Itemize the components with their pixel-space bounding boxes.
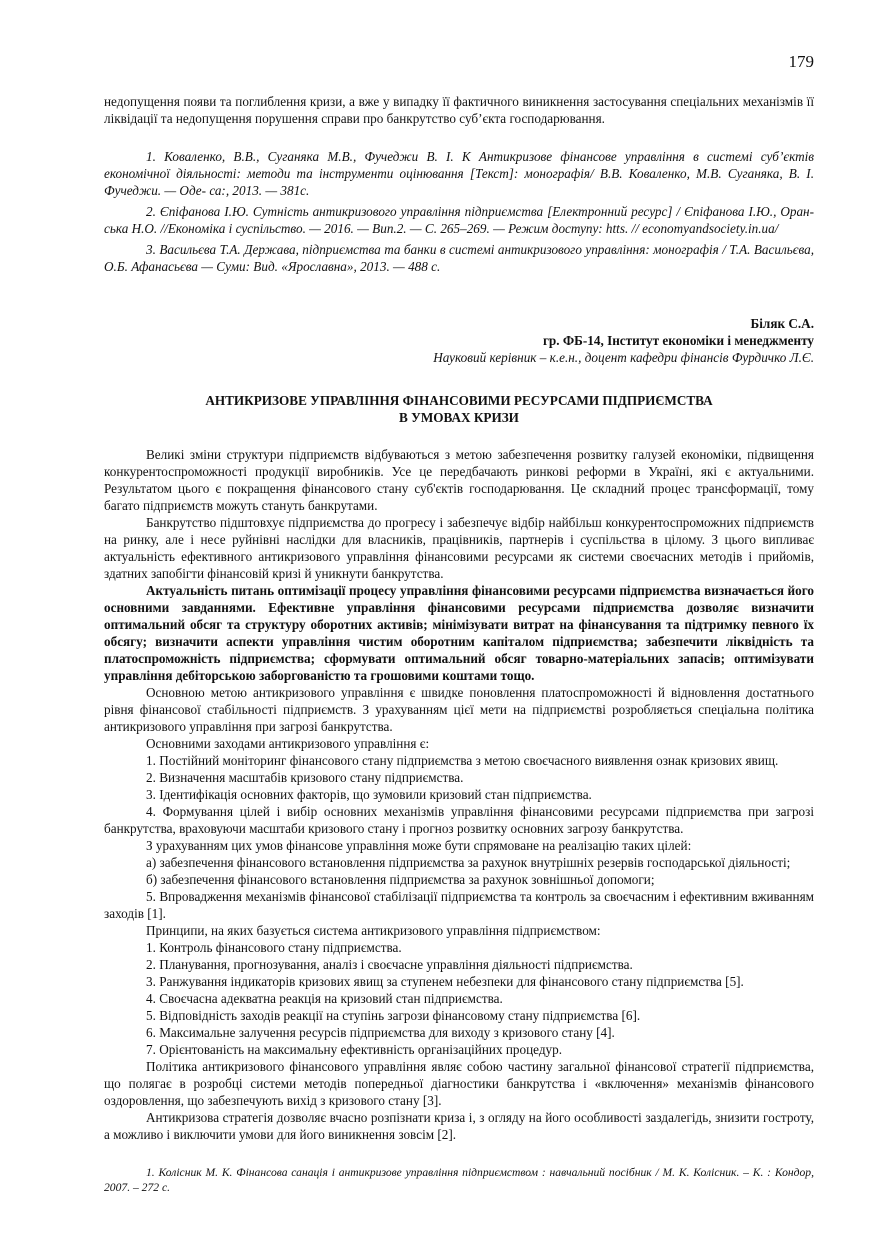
list-item: 5. Відповідність заходів реакції на ступінь загрози фінансовому стану підприємства [6]. <box>146 1008 641 1023</box>
reference-item: 3. Васильєва Т.А. Держава, підприємства та банки в системі антикризового управління: монографія / Т.А. Васильєва, О.Б. Афанасьєва — Суми: Вид. «Ярославна», 2013. — 488 с. <box>104 242 814 274</box>
page-number: 179 <box>788 52 814 71</box>
body-paragraph: З урахуванням цих умов фінансове управління може бути спрямоване на реалізацію таких цілей: <box>146 838 692 853</box>
author-block <box>104 315 814 366</box>
body-paragraph: Основною метою антикризового управління є швидке поновлення платоспроможності й відновлення достатнього рівня фінансової стабільності підприємств. З урахуванням цієї мети на підприємстві розробляється спеціальна політика антикризового управління при загрозі банкрутства. <box>104 685 814 734</box>
title-line: В УМОВАХ КРИЗИ <box>399 410 519 425</box>
list-item: 3. Ранжування індикаторів кризових явищ за ступенем небезпеки для фінансового стану підприємства [5]. <box>146 974 744 989</box>
body-paragraph: Політика антикризового фінансового управління являє собою частину загальної фінансової стратегії підприємства, що полягає в розробці системи методів попередньої діагностики банкрутства і «включення» механізмів фінансового оздоровлення, що забезпечують вихід з кризового стану [3]. <box>104 1059 814 1108</box>
body-paragraph: Основними заходами антикризового управління є: <box>146 736 430 751</box>
list-item: 6. Максимальне залучення ресурсів підприємства для виходу з кризового стану [4]. <box>146 1025 615 1040</box>
list-item: 5. Впровадження механізмів фінансової стабілізації підприємства та контроль за своєчасним і ефективним вживанням заходів [1]. <box>104 889 814 921</box>
title-line: АНТИКРИЗОВЕ УПРАВЛІННЯ ФІНАНСОВИМИ РЕСУРСАМИ ПІДПРИЄМСТВА <box>205 393 713 408</box>
author-name: Біляк С.А. <box>750 316 814 331</box>
scientific-advisor: Науковий керівник – к.е.н., доцент кафедри фінансів Фурдичко Л.Є. <box>433 350 814 365</box>
list-item: 7. Орієнтованість на максимальну ефективність організаційних процедур. <box>146 1042 563 1057</box>
list-item: 1. Постійний моніторинг фінансового стану підприємства з метою своєчасного виявлення ознак кризових явищ. <box>146 753 779 768</box>
intro-paragraph: недопущення появи та поглиблення кризи, а вже у випадку її фактичного виникнення застосування спеціальних механізмів її ліквідації та недопущення порушення справи про банкрутство суб’єкта господарювання. <box>104 94 814 126</box>
article-body <box>104 446 814 1143</box>
list-item: 4. Своєчасна адекватна реакція на кризовий стан підприємства. <box>146 991 503 1006</box>
list-item: 2. Планування, прогнозування, аналіз і своєчасне управління діяльності підприємства. <box>146 957 633 972</box>
body-paragraph: Антикризова стратегія дозволяє вчасно розпізнати криза і, з огляду на його особливості заздалегідь, знизити гостроту, а можливо і виключити умови для його виникнення зовсім [2]. <box>104 1110 814 1142</box>
list-item: 3. Ідентифікація основних факторів, що зумовили кризовий стан підприємства. <box>146 787 592 802</box>
list-item: 1. Контроль фінансового стану підприємства. <box>146 940 402 955</box>
reference-list <box>104 148 814 275</box>
list-item: 2. Визначення масштабів кризового стану підприємства. <box>146 770 464 785</box>
author-affiliation: гр. ФБ-14, Інститут економіки і менеджменту <box>542 333 814 348</box>
body-paragraph: Банкрутство підштовхує підприємства до прогресу і забезпечує відбір найбільш конкурентоспроможних підприємств на ринку, але і несе руйнівні наслідки для власників, працівників, партнерів і суспільства в цілому. З цього випливає актуальність ефективного антикризового управління фінансовими ресурсами як системи своєчасних методів і прийомів, здатних запобігти фінансовій кризі й уникнути банкрутства. <box>104 515 814 581</box>
article-title <box>104 392 814 426</box>
body-paragraph: Принципи, на яких базується система антикризового управління підприємством: <box>146 923 601 938</box>
list-item: 4. Формування цілей і вибір основних механізмів управління фінансовими ресурсами підприємства при загрозі банкрутства, враховуючи масштаби кризового стану і прогноз розвитку основних загрозу банкрутства. <box>104 804 814 836</box>
page-content <box>104 93 814 1195</box>
list-item: а) забезпечення фінансового встановлення підприємства за рахунок внутрішніх резервів господарської діяльності; <box>146 855 791 870</box>
list-item: б) забезпечення фінансового встановлення підприємства за рахунок зовнішньої допомоги; <box>146 872 655 887</box>
footnote: 1. Колісник М. К. Фінансова санація і антикризове управління підприємством : навчальний посібник / М. К. Колісник. – К. : Кондор, 2007. – 272 с. <box>104 1166 814 1194</box>
reference-item: 2. Єпіфанова І.Ю. Сутність антикризового управління підприємства [Електронний ресурс] / Єпіфанова І.Ю., Оран- ська Н.О. //Економіка і суспільство. — 2016. — Вип.2. — С. 265–269. — Режим доступу: htts. // economyandsociety.in.ua/ <box>104 204 814 236</box>
body-paragraph: Великі зміни структури підприємств відбуваються з метою забезпечення розвитку галузей економіки, підвищення конкурентоспроможності продукції виробників. Усе це передбачають ринкові реформи в Україні, які є актуальними. Результатом цього є покращення фінансового стану суб'єктів господарювання. Це складний процес трансформації, тому багато підприємств можуть стануть банкрутами. <box>104 447 814 513</box>
reference-item: 1. Коваленко, В.В., Суганяка М.В., Фучеджи В. І. К Антикризове фінансове управління в системі суб’єктів економічної діяльності: методи та інструменти оцінювання [Текст]: монографія/ В.В. Коваленко, М.В. Суганяка, В. І. Фучеджи. — Оде- са:, 2013. — 381с. <box>104 149 814 198</box>
body-paragraph-bold: Актуальність питань оптимізації процесу управління фінансовими ресурсами підприємства визначається його основними завданнями. Ефективне управління фінансовими ресурсами підприємства дозволяє визначити оптимальний обсяг та структуру оборотних активів; мінімізувати витрат на фінансування та підтримку певного їх обсягу; визначити аспекти управління чистим оборотним капіталом підприємства; забезпечити ліквідність та платоспроможність підприємства; сформувати оптимальний обсяг товарно-матеріальних запасів; оптимізувати управління дебіторською заборгованістю та грошовими коштами тощо. <box>104 583 814 683</box>
